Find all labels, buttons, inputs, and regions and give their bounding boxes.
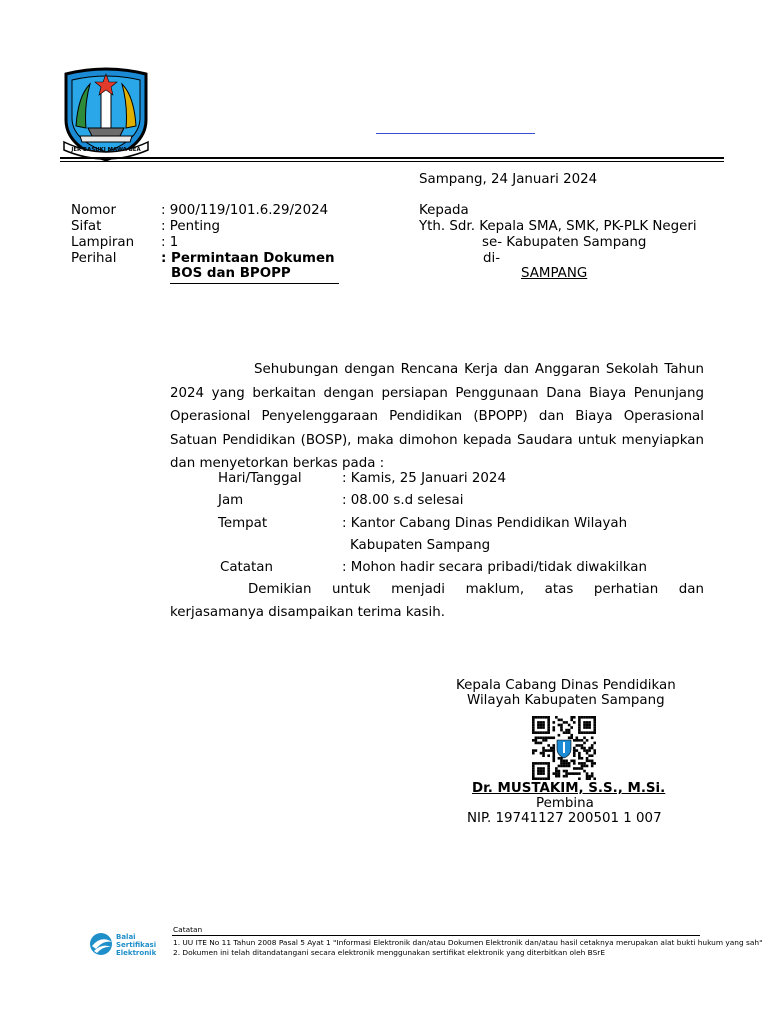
bsre-text-2: Sertifikasi <box>116 941 157 949</box>
schedule-label-time: Jam <box>218 493 244 508</box>
footer-note-1: 1. UU ITE No 11 Tahun 2008 Pasal 5 Ayat 1 "Informasi Elektronik dan/atau Dokumen Elektronik dan/atau hasil cetaknya merupakan alat bukti hukum yang sah" <box>173 938 763 947</box>
letter-body <box>170 358 704 476</box>
schedule-value-place: : Kantor Cabang Dinas Pendidikan Wilayah <box>342 516 628 531</box>
footer-catatan-label: Catatan <box>173 925 203 934</box>
bsre-text-1: Balai <box>116 933 136 941</box>
qr-code-signature <box>532 716 596 780</box>
recipient-kepada: Kepada <box>419 203 469 218</box>
meta-label-lampiran: Lampiran <box>71 235 135 250</box>
schedule-value-place-cont: Kabupaten Sampang <box>350 538 491 553</box>
header-link-line <box>376 133 535 134</box>
recipient-line3: di- <box>483 251 501 266</box>
recipient-city: SAMPANG <box>521 266 588 281</box>
signatory-nip: NIP. 19741127 200501 1 007 <box>467 811 662 826</box>
signature-title1: Kepala Cabang Dinas Pendidikan <box>456 678 676 693</box>
schedule-label-note: Catatan <box>220 560 273 575</box>
perihal-underline <box>170 283 339 284</box>
schedule-label-date: Hari/Tanggal <box>218 471 302 486</box>
body-paragraph: Sehubungan dengan Rencana Kerja dan Anggaran Sekolah Tahun 2024 yang berkaitan dengan persiapan Penggunaan Dana Biaya Penunjang Operasional Penyelenggaraan Pendidikan (BPOPP) dan Biaya Operasional Satuan Pendidikan (BOSP), maka dimohon kepada Saudara untuk menyiapkan dan menyetorkan berkas pada : <box>170 362 704 472</box>
header-rule-thick <box>60 157 724 159</box>
meta-value-perihal-cont: BOS dan BPOPP <box>171 266 291 281</box>
meta-label-perihal: Perihal <box>71 251 117 266</box>
logo-motto: JER BASUKI MAWA BEA <box>71 147 141 153</box>
provincial-emblem-logo <box>60 66 152 162</box>
closing-paragraph: Demikian untuk menjadi maklum, atas perhatian dan kerjasamanya disampaikan terima kasih. <box>170 582 704 620</box>
recipient-line1: Yth. Sdr. Kepala SMA, SMK, PK-PLK Negeri <box>419 219 697 234</box>
meta-value-nomor: : 900/119/101.6.29/2024 <box>161 203 329 218</box>
bsre-logo <box>88 929 170 959</box>
signatory-name: Dr. MUSTAKIM, S.S., M.Si. <box>472 781 666 796</box>
letter-closing <box>170 578 704 624</box>
recipient-line2: se- Kabupaten Sampang <box>482 235 647 250</box>
bsre-text-3: Elektronik <box>116 949 157 957</box>
meta-label-sifat: Sifat <box>71 219 102 234</box>
schedule-value-note: : Mohon hadir secara pribadi/tidak diwakilkan <box>342 560 647 575</box>
header-rule-thin <box>60 161 724 162</box>
meta-label-nomor: Nomor <box>71 203 116 218</box>
meta-value-perihal: : Permintaan Dokumen <box>161 251 335 266</box>
schedule-label-place: Tempat <box>218 516 268 531</box>
meta-value-sifat: : Penting <box>161 219 221 234</box>
signatory-rank: Pembina <box>536 796 594 811</box>
signature-title2: Wilayah Kabupaten Sampang <box>467 693 665 708</box>
footer-note-2: 2. Dokumen ini telah ditandatangani secara elektronik menggunakan sertifikat elektronik yang diterbitkan oleh BSrE <box>173 948 606 957</box>
schedule-value-date: : Kamis, 25 Januari 2024 <box>342 471 506 486</box>
schedule-value-time: : 08.00 s.d selesai <box>342 493 464 508</box>
meta-value-lampiran: : 1 <box>161 235 179 250</box>
footer-rule <box>172 935 700 936</box>
place-date: Sampang, 24 Januari 2024 <box>419 172 598 187</box>
